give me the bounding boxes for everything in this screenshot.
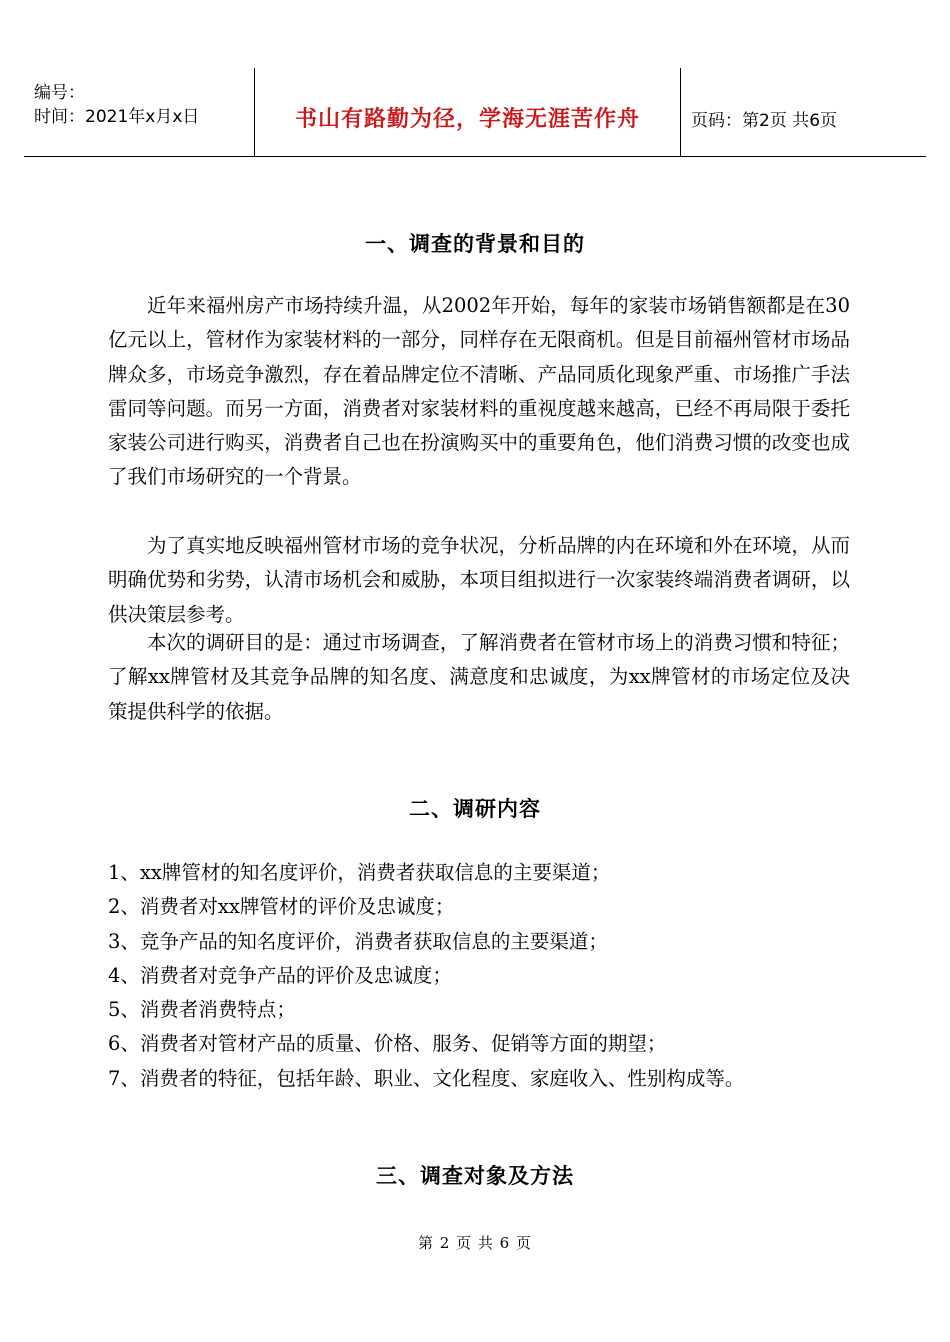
header-motto-cell [255,68,681,156]
list-item: 5、消费者消费特点； [108,998,296,1022]
section1-title: 一、调查的背景和目的 [365,232,585,256]
section3-title: 三、调查对象及方法 [376,1164,574,1188]
list-item: 1、xx牌管材的知名度评价，消费者获取信息的主要渠道； [108,861,611,884]
document-time-label: 时间：2021年x月x日 [34,107,200,127]
section2-title: 二、调研内容 [409,797,541,821]
header-meta-cell [24,68,255,156]
list-item: 6、消费者对管材产品的质量、价格、服务、促销等方面的期望； [108,1032,667,1056]
header-page-info: 页码：第2页 共6页 [691,111,838,131]
research-content-list [108,856,850,1096]
list-item: 2、消费者对xx牌管材的评价及忠诚度； [108,895,455,919]
section1-paragraph-3: 本次的调研目的是：通过市场调查，了解消费者在管材市场上的消费习惯和特征；了解xx牌管材及其竞争品牌的知名度、满意度和忠诚度，为xx牌管材的市场定位及决策提供科学的依据。 [108,631,850,723]
list-item: 3、竞争产品的知名度评价，消费者获取信息的主要渠道； [108,929,608,953]
section1-paragraph-1: 近年来福州房产市场持续升温，从2002年开始，每年的家装市场销售额都是在30亿元以上，管材作为家装材料的一部分，同样存在无限商机。但是目前福州管材市场品牌众多，市场竞争激烈，存在着品牌定位不清晰、产品同质化现象严重、市场推广手法雷同等问题。而另一方面，消费者对家装材料的重视度越来越高，已经不再局限于委托家装公司进行购买，消费者自己也在扮演购买中的重要角色，他们消费习惯的改变也成了我们市场研究的一个背景。 [108,294,850,489]
list-item: 7、消费者的特征，包括年龄、职业、文化程度、家庭收入、性别构成等。 [108,1066,745,1090]
document-header [24,68,926,157]
header-motto: 书山有路勤为径，学海无涯苦作舟 [294,107,640,132]
header-page-cell [681,68,926,156]
section1-paragraph-2: 为了真实地反映福州管材市场的竞争状况，分析品牌的内在环境和外在环境，从而明确优势和劣势，认清市场机会和威胁，本项目组拟进行一次家装终端消费者调研，以供决策层参考。 [108,534,850,626]
list-item: 4、消费者对竞争产品的评价及忠诚度； [108,963,452,987]
page-footer: 第 2 页 共 6 页 [418,1234,532,1252]
document-number-label: 编号： [34,83,85,103]
